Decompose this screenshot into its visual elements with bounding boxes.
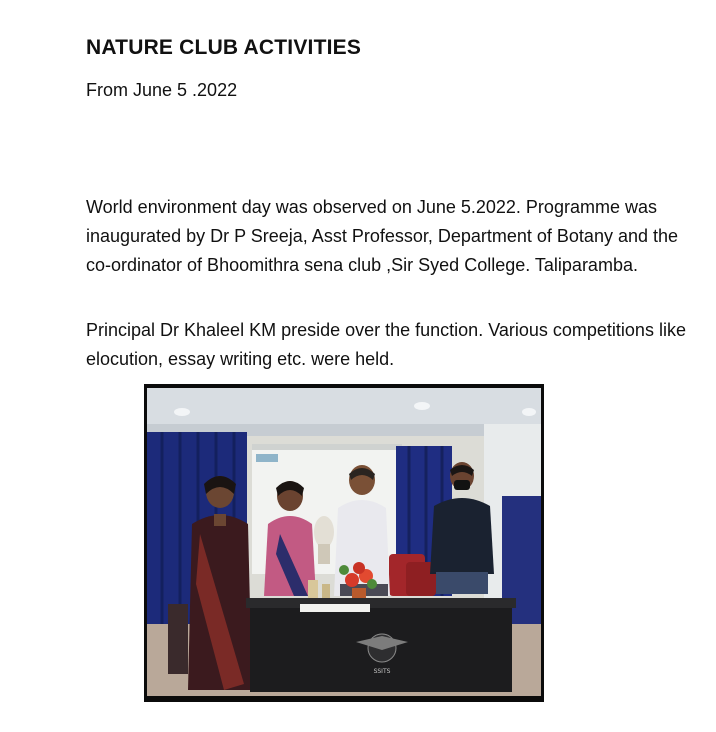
page-title: NATURE CLUB ACTIVITIES bbox=[86, 36, 362, 59]
event-photo bbox=[144, 384, 544, 702]
event-photo-illustration bbox=[144, 384, 544, 702]
desk-logo-text: SSITS bbox=[373, 668, 391, 675]
paragraph-event-description: World environment day was observed on June 5.2022. Programme was inaugurated by Dr P Sreeja, Asst Professor, Department of Botany and the co-ordinator of Bhoomithra sena club ,Sir Syed College. Taliparamba. bbox=[86, 197, 679, 275]
paragraph-principal-note: Principal Dr Khaleel KM preside over the function. Various competitions like elocution, essay writing etc. were held. bbox=[86, 320, 686, 369]
date-subtitle: From June 5 .2022 bbox=[86, 80, 238, 100]
